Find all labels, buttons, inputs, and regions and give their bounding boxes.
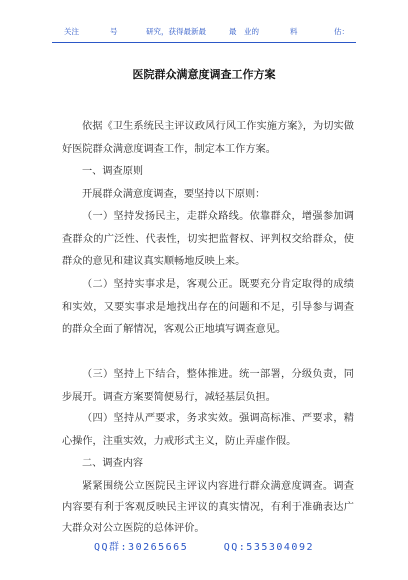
footer-contact	[0, 538, 408, 553]
intro-paragraph: 依据《卫生系统民主评议政风行风工作实施方案》，为切实做好医院群众满意度调查工作，制定本工作方案。	[62, 121, 354, 155]
header-bar	[52, 22, 356, 40]
header-divider	[52, 42, 356, 43]
principle-paragraph: （一）坚持发扬民主，走群众路线。依靠群众，增强参加调查群众的广泛性、代表性，切实把监督权、评判权交给群众，使群众的意见和建议真实顺畅地反映上来。	[62, 211, 354, 267]
section-heading: 二、调查内容	[82, 458, 144, 469]
header-text: 最	[229, 27, 237, 36]
header-text: 料	[290, 27, 298, 36]
principle-paragraph: （二）坚持实事求是，客观公正。既要充分肯定取得的成绩和实效，又要实事求是地找出存在的问题和不足，引导参与调查的群众全面了解情况，客观公正地填写调查意见。	[62, 279, 354, 335]
section-heading: 一、调查原则	[82, 166, 144, 177]
document-title: 医院群众满意度调查工作方案	[132, 68, 276, 81]
header-text: 估：	[334, 27, 349, 36]
body-paragraph: 开展群众满意度调查，要坚持以下原则：	[82, 189, 266, 200]
principle-paragraph: （四）坚持从严要求，务求实效。强调高标准、严要求，精心操作，注重实效，力戒形式主义，防止弄虚作假。	[62, 413, 354, 447]
principle-paragraph: （三）坚持上下结合，整体推进。统一部署，分级负责，同步展开。调查方案要简便易行，减轻基层负担。	[62, 369, 354, 403]
qq-group-text: QQ群:30265665	[93, 542, 189, 553]
body-paragraph: 紧紧围绕公立医院民主评议内容进行群众满意度调查。调查内容要有利于客观反映民主评议的真实情况，有利于准确表达广大群众对公立医院的总体评价。	[62, 481, 354, 534]
header-text: 关注	[64, 27, 79, 36]
header-text: 号	[110, 27, 118, 36]
header-text: 研究，获得最新最	[146, 27, 206, 36]
qq-number-text: QQ:535304092	[223, 542, 314, 553]
header-text: 业的	[244, 27, 259, 36]
